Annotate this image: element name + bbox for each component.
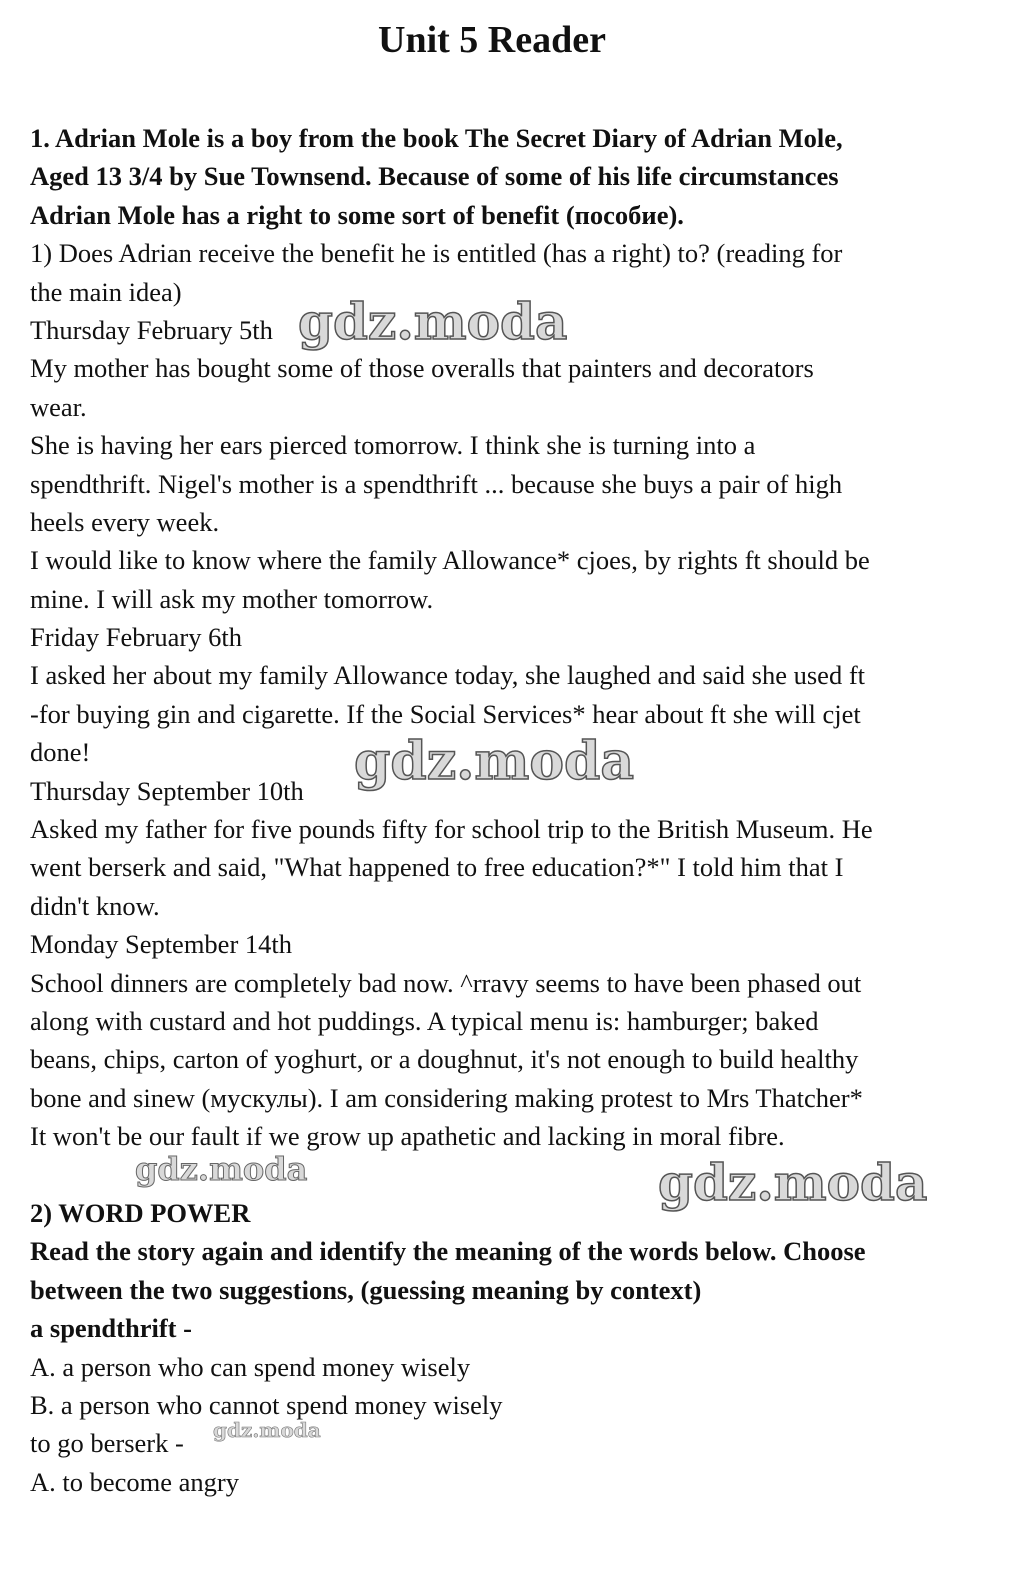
text-line: I asked her about my family Allowance today, she laughed and said she used ft bbox=[30, 660, 866, 691]
text-line: Asked my father for five pounds fifty for school trip to the British Museum. He bbox=[30, 814, 873, 845]
text-line: A. to become angry bbox=[30, 1466, 239, 1497]
text-line: a spendthrift - bbox=[30, 1313, 192, 1344]
text-line: Aged 13 3/4 by Sue Townsend. Because of some of his life circumstances bbox=[30, 161, 839, 192]
text-line: to go berserk - bbox=[30, 1428, 184, 1459]
text-line: bone and sinew (мускулы). I am considering making protest to Mrs Thatcher* bbox=[30, 1082, 863, 1113]
text-line: 1) Does Adrian receive the benefit he is entitled (has a right) to? (reading for bbox=[30, 238, 843, 269]
text-line: -for buying gin and cigarette. If the Social Services* hear about ft she will cjet bbox=[30, 698, 861, 729]
text-line: Friday February 6th bbox=[30, 622, 242, 653]
text-line: the main idea) bbox=[30, 276, 182, 307]
text-line: I would like to know where the family Allowance* cjoes, by rights ft should be bbox=[30, 545, 870, 576]
text-line: mine. I will ask my mother tomorrow. bbox=[30, 583, 434, 614]
page-title: Unit 5 Reader bbox=[378, 19, 606, 61]
watermark: gdz.moda bbox=[135, 1150, 308, 1188]
watermark: gdz.moda bbox=[658, 1153, 928, 1212]
text-line: spendthrift. Nigel's mother is a spendthrift ... because she buys a pair of high bbox=[30, 468, 843, 499]
text-line: 2) WORD POWER bbox=[30, 1197, 251, 1228]
text-line: Read the story again and identify the meaning of the words below. Choose bbox=[30, 1236, 866, 1267]
text-line: along with custard and hot puddings. A typical menu is: hamburger; baked bbox=[30, 1005, 819, 1036]
text-line: went berserk and said, "What happened to free education?*" I told him that I bbox=[30, 852, 844, 883]
text-line: Thursday February 5th bbox=[30, 314, 273, 345]
text-line: Adrian Mole has a right to some sort of benefit (пособие). bbox=[30, 199, 684, 230]
watermark: gdz.moda bbox=[354, 731, 635, 792]
text-line: heels every week. bbox=[30, 506, 220, 537]
text-line: She is having her ears pierced tomorrow. I think she is turning into a bbox=[30, 430, 756, 461]
text-line: done! bbox=[30, 737, 91, 768]
text-line: Monday September 14th bbox=[30, 929, 293, 960]
text-line: didn't know. bbox=[30, 890, 160, 921]
text-line: A. a person who can spend money wisely bbox=[30, 1351, 471, 1382]
watermark: gdz.moda bbox=[298, 292, 568, 351]
text-line: My mother has bought some of those overalls that painters and decorators bbox=[30, 353, 814, 384]
text-line: between the two suggestions, (guessing meaning by context) bbox=[30, 1274, 702, 1305]
text-line: School dinners are completely bad now. ^rravy seems to have been phased out bbox=[30, 967, 862, 998]
text-line: 1. Adrian Mole is a boy from the book The Secret Diary of Adrian Mole, bbox=[30, 123, 843, 153]
text-line: wear. bbox=[30, 391, 87, 422]
watermark: gdz.moda bbox=[213, 1418, 321, 1442]
text-line: beans, chips, carton of yoghurt, or a doughnut, it's not enough to build healthy bbox=[30, 1044, 859, 1075]
text-line: It won't be our fault if we grow up apathetic and lacking in moral fibre. bbox=[30, 1121, 785, 1152]
text-line: Thursday September 10th bbox=[30, 775, 304, 806]
text-line: B. a person who cannot spend money wisely bbox=[30, 1389, 503, 1420]
